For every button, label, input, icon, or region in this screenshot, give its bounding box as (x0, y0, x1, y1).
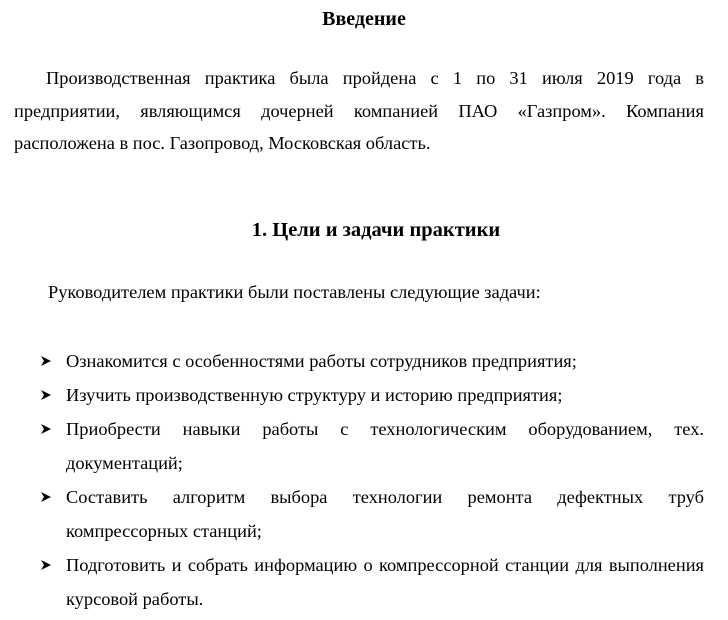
tasks-list (14, 344, 704, 616)
arrowhead-bullet-icon (40, 480, 54, 514)
intro-paragraph: Производственная практика была пройдена с 1 по 31 июля 2019 года в предприятии, являющимся дочерней компанией ПАО «Газпром». Компания расположена в пос. Газопровод, Московская область. (14, 68, 704, 153)
page-title: Введение (322, 8, 406, 30)
arrowhead-bullet-icon (40, 548, 54, 582)
task-text: Изучить производственную структуру и историю предприятия; (66, 385, 563, 405)
task-item (14, 548, 704, 616)
task-text: Составить алгоритм выбора технологии ремонта дефектных труб компрессорных станций; (66, 487, 704, 541)
task-item (14, 378, 704, 412)
task-text: Ознакомится с особенностями работы сотрудников предприятия; (66, 351, 577, 371)
task-item (14, 412, 704, 480)
tasks-lead-text: Руководителем практики были поставлены следующие задачи: (48, 282, 541, 302)
task-item (14, 480, 704, 548)
arrowhead-bullet-icon (40, 412, 54, 446)
arrowhead-bullet-icon (40, 378, 54, 412)
task-text: Приобрести навыки работы с технологическим оборудованием, тех. документаций; (66, 419, 704, 473)
task-item (14, 344, 704, 378)
task-text: Подготовить и собрать информацию о компрессорной станции для выполнения курсовой работы. (66, 555, 704, 609)
arrowhead-bullet-icon (40, 344, 54, 378)
section-title: 1. Цели и задачи практики (251, 219, 501, 241)
